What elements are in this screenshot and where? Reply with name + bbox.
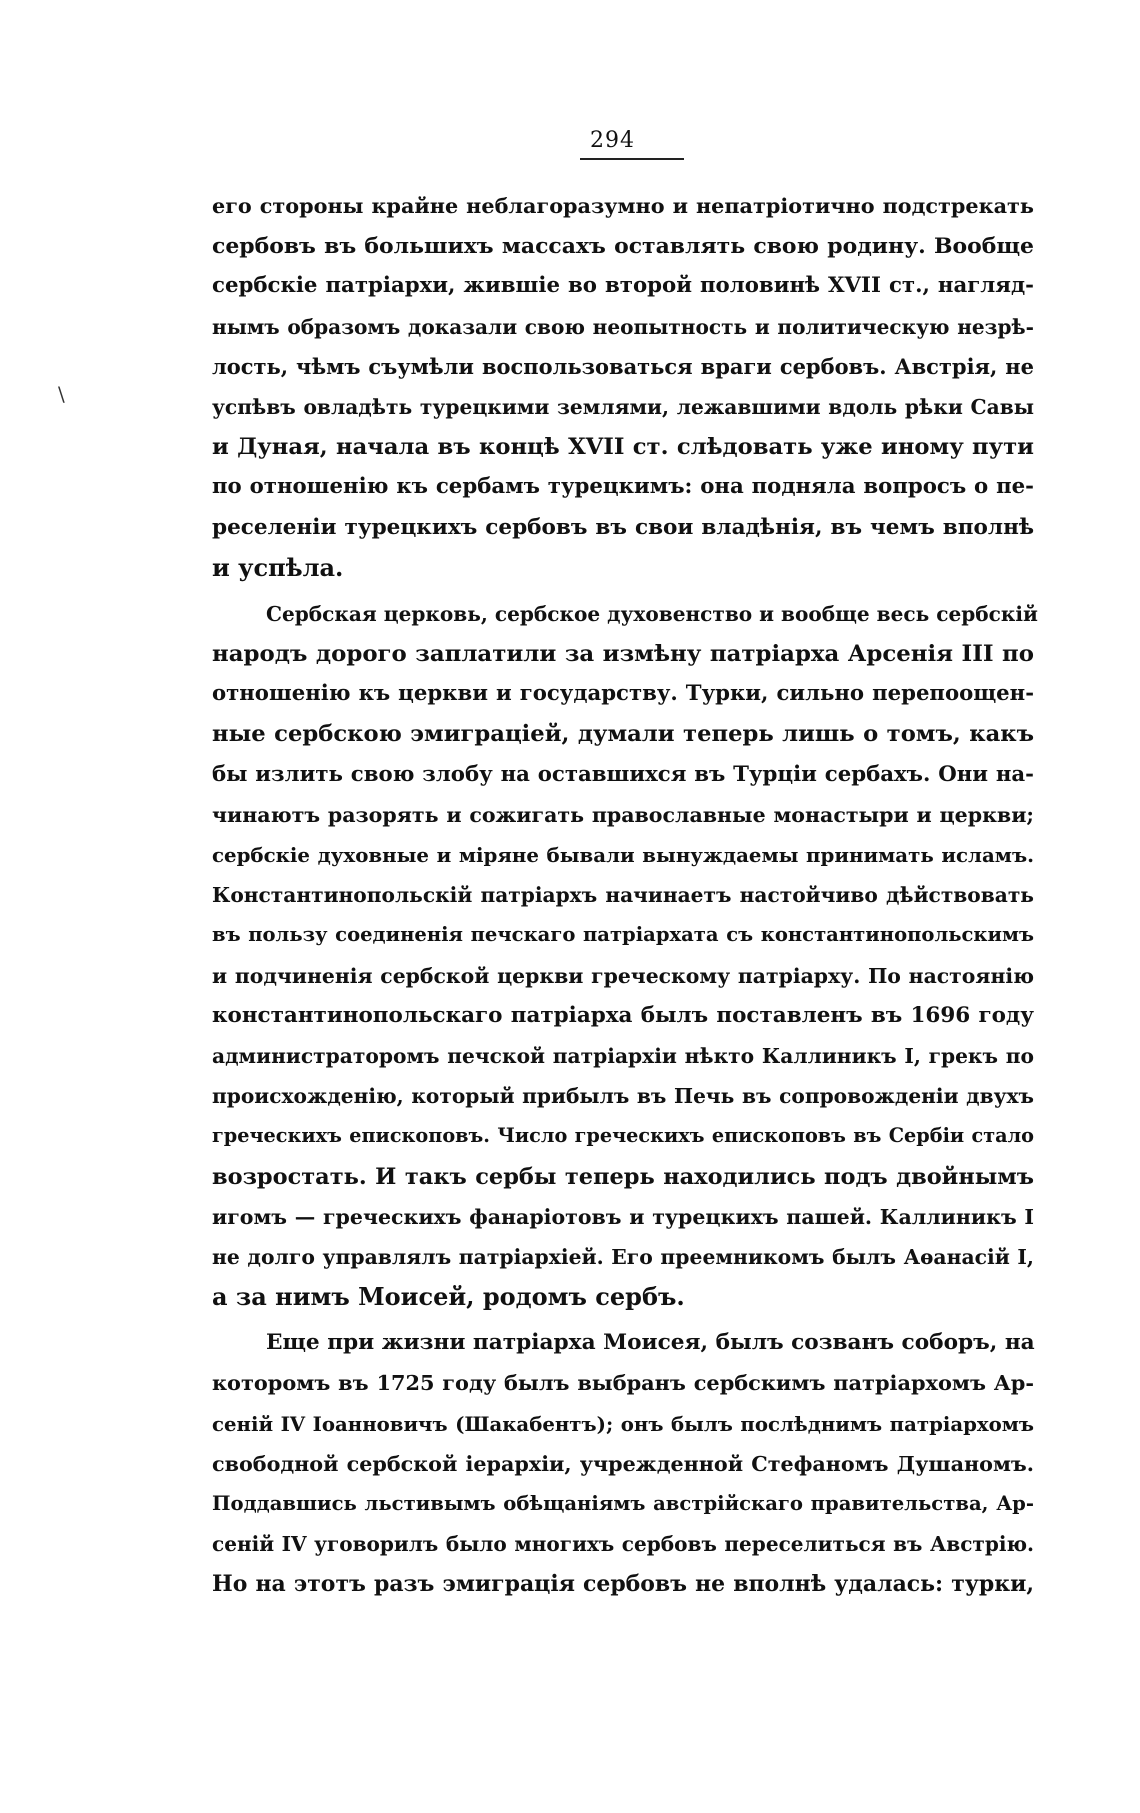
paragraph-1 [212,186,1034,588]
text-line: происхожденію, который прибылъ въ Печь въ сопровожденіи двухъ [212,1084,1034,1109]
text-line: сербскіе патріархи, жившіе во второй половинѣ XVII ст., нагляд- [212,273,1034,299]
text-line: отношенію къ церкви и государству. Турки, сильно перепоощен- [212,681,1034,707]
text-line: и Дуная, начала въ концѣ XVII ст. слѣдовать уже иному пути [212,434,1034,461]
page-number: 294 [590,128,635,153]
text-line: греческихъ епископовъ. Число греческихъ епископовъ въ Сербіи стало [212,1124,1034,1148]
text-line: сеній IV Іоанновичъ (Шакабентъ); онъ былъ послѣднимъ патріархомъ [212,1411,1034,1436]
margin-speck: \ [58,382,65,406]
text-line: которомъ въ 1725 году былъ выбранъ сербскимъ патріархомъ Ар- [212,1370,1034,1396]
text-line: константинопольскаго патріарха былъ поставленъ въ 1696 году [212,1002,1034,1028]
text-line: его стороны крайне неблагоразумно и непатріотично подстрекать [212,194,1034,218]
text-line: лость, чѣмъ съумѣли воспользоваться враги сербовъ. Австрія, не [212,353,1034,379]
text-line: не долго управлялъ патріархіей. Его преемникомъ былъ Аѳанасій I, [212,1244,1034,1269]
text-line: Константинопольскій патріархъ начинаетъ настойчиво дѣйствовать [212,883,1034,908]
text-line: народъ дорого заплатили за измѣну патріарха Арсенія III по [212,641,1034,668]
text-line: администраторомъ печской патріархіи нѣкто Каллиникъ I, грекъ по [212,1043,1034,1068]
text-line: бы излить свою злобу на оставшихся въ Турціи сербахъ. Они на- [212,761,1034,787]
text-line: ные сербскою эмиграціей, думали теперь лишь о томъ, какъ [212,721,1034,748]
text-line: сербскіе духовные и міряне бывали вынуждаемы принимать исламъ. [212,843,1034,867]
text-line: успѣвъ овладѣть турецкими землями, лежавшими вдоль рѣки Савы [212,394,1034,419]
text-line: чинаютъ разорять и сожигать православные монастыри и церкви; [212,802,1034,827]
text-line: Но на этотъ разъ эмиграція сербовъ не вполнѣ удалась: турки, [212,1571,1034,1598]
paragraph-3 [212,1323,1034,1604]
text-line: Сербская церковь, сербское духовенство и вообще весь сербскій [266,601,1038,626]
body-text [212,186,1038,1605]
paragraph-2 [212,594,1038,1317]
text-line: Поддавшись льстивымъ обѣщаніямъ австрійскаго правительства, Ар- [212,1492,1034,1515]
text-line: реселеніи турецкихъ сербовъ въ свои владѣнія, въ чемъ вполнѣ [212,514,1034,540]
text-line: нымъ образомъ доказали свою неопытность и политическую незрѣ- [212,314,1034,339]
text-line: а за нимъ Моисей, родомъ сербъ. [212,1282,685,1312]
text-line: въ пользу соединенія печскаго патріархата съ константинопольскимъ [212,923,1034,947]
text-line: Еще при жизни патріарха Моисея, былъ созванъ соборъ, на [266,1330,1035,1356]
header-rule [580,158,684,160]
text-line: и успѣла. [212,552,344,582]
text-line: свободной сербской іерархіи, учрежденной Стефаномъ Душаномъ. [212,1451,1034,1476]
text-line: сеній IV уговорилъ было многихъ сербовъ переселиться въ Австрію. [212,1532,1034,1557]
text-line: игомъ — греческихъ фанаріотовъ и турецкихъ пашей. Каллиникъ I [212,1204,1034,1229]
text-line: сербовъ въ большихъ массахъ оставлять свою родину. Вообще [212,233,1034,260]
text-line: по отношенію къ сербамъ турецкимъ: она подняла вопросъ о пе- [212,474,1034,500]
text-line: возростать. И такъ сербы теперь находились подъ двойнымъ [212,1163,1034,1190]
text-line: и подчиненія сербской церкви греческому патріарху. По настоянію [212,963,1034,988]
